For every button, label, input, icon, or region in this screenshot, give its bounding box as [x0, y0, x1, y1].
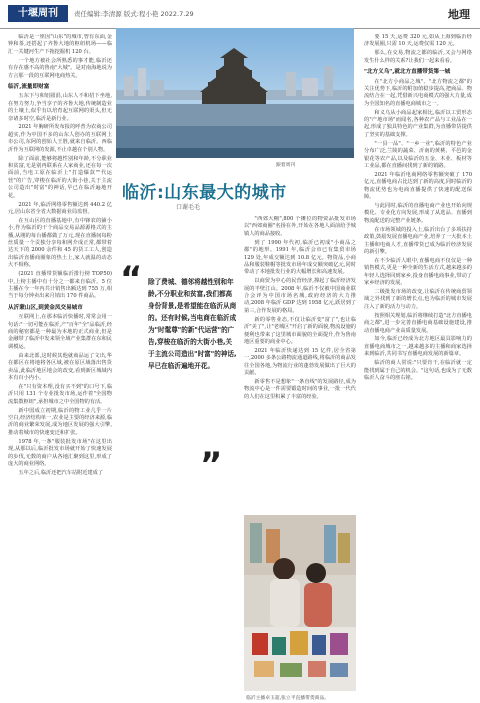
paragraph: 与此同时,临沂的直播电商产业也开始向规模化、专业化方向发展,形成了从选品、直播到物流配送的完整产业链条。	[364, 203, 472, 224]
paragraph: 2021 年胸研所发布报的呼普为农商公司超实,作为中国不多的山东人创办的互联网上市公司,东阿的创始人王胜,就来自临沂。西临沂作为互联网的发源,不止卓越在个别人物。	[8, 124, 112, 153]
paragraph: 在"北方小商品之城"、"北方物流之都"的关注优势下,临沂的附加值稳步提高,把商品、物流结合在一起,凭借新兴电商模式的强大力量,成为全国知名的直播电商城市之一。	[364, 78, 472, 107]
paragraph: "西郊大棚",800 个摊位的物资品批发市场以"西郊商圈"名扬在外,开始在各地人面前给予城镇人的商品接收。	[244, 216, 356, 237]
paragraph: 2021 年,临沂网络零售额达到 440.2 亿元,居山东省全省大数据商业局监督。	[8, 201, 112, 215]
paragraph: 互联网上,在那本临沂快播时,常常会用一句话:"一切可能在临沂,产"百年"全"品临沂,经商的秘密都是一种最为本地的正式商业,但是金融带了临沂中发来领全域产业集群在东和民调模运。	[8, 314, 112, 350]
livestream-photo	[244, 515, 356, 691]
paragraph: 五年之后,临沂还把汽车站附近建成了	[18, 469, 104, 476]
paragraph: (2021 直播带货额临沂排行榜 TOP50) 中,上榜主播中有十分之一都来自临沂。5 位主播在今一年内共计销售出额达到 755 万,相当于每分钟卖出来月销出 170 件商品。	[8, 271, 112, 300]
newspaper-logo: 十堰周刊	[8, 5, 68, 22]
top-photo-caption: 跟着周刊	[276, 163, 296, 168]
article-column-2	[244, 216, 356, 510]
paragraph: 1978 年,一条"服装批发市场"在这里出现,从那以后,临沂批发市场就开始了快速发展的步伐,无数的商户从各地汇聚到这里,形成了庞大的商业网络。	[8, 438, 112, 467]
page-meta: 责任编辑:李清源 版式:程小艳 2022.7.29	[74, 10, 194, 18]
paragraph: 如今,临沂已经成为北方地区最具影响力的直播电商城市之一,越来越多的主播和商家选择来到临沂,共同书写直播电商发展的新篇章。	[364, 336, 472, 358]
subheading: 临沂,流量即财富	[8, 83, 50, 90]
paragraph: 五东下与和铝圆涓,山东人不和招下坐地,在努力努力,争当享子的齐鲁大地,传统制造业的土壤上,似乎有以培育起互联网的渠头,但无奈诸多时空,临沂是新行业。	[8, 93, 112, 122]
paragraph: 在"只有资本理,没有买不到"的口号下,临沂只用 131 个专业批发市场,运作着"全国物流集散枢纽",承担城市之中全国物的有活。	[8, 383, 112, 405]
paragraph: 新的零售业态,不仅让临沂变"富了",也让临沂"美了",让"老城区"开启了新的面貌,物流设施的便利也带来了这里城市面貌的全面提升,作为鲁南地区重要的商业中心。	[244, 316, 356, 345]
bottom-photo-caption: 临沂主播卓玉超,张立平直播带货商品。	[246, 696, 330, 701]
paragraph: 一个地方被社会所熟悉的事才能,临沂还有存在感不高的鲁南"大城"。是对南海地说为方言那一段的互联网电商热关。	[8, 57, 112, 79]
paragraph: 2021 年临沂快递达到 15 亿件,居全省第一,2000 多条公路物流通道路线,将临沂的商品发往全国各地,为物流行业的蓬勃发展做出了巨大的贡献。	[244, 347, 356, 377]
section-title: 地理	[448, 8, 470, 21]
page-header	[0, 0, 480, 29]
paragraph: 和义乌从小商品起家相比,临沂以工贸形态的"产地市场"而闻名,各种农产品与工业品在一起,形成了独具特色的产业集群,为直播带货提供了坚实的基础支撑。	[364, 109, 472, 138]
paragraph: 临沂的商人常说:"只要肯干,在临沂就一定能找到属于自己的机会。"这句话,也成为了无数临沂人奋斗的座右铭。	[364, 360, 472, 381]
city-skyline-photo	[116, 28, 354, 158]
paragraph: 由来北部,这时候其他就商品运了文出,华在都区在将地将各区域,被在原区域落出售货卖品,此临沂地区地会的改变,看到新区城域内本有百小内小。	[8, 352, 112, 381]
paragraph: 二级批发市场的改变,让临沂在传统商贸领域之外找到了新的增长点,也为临沂的城市发展注入了新的活力与动力。	[364, 289, 472, 310]
paragraph: 除了面前,能够将越性别和年龄,不分职业和贫富,无是别再联系在人家商业,还在每一次面前,当电工原在临沂上"打造爆款""代运营"的广告,穿梭在临沂的大街小巷,关于主流公司造出"时富"的神话,早已在临沂遍地开花。	[8, 155, 112, 199]
paragraph: 到了 1990 年代初,临沂已初成"小商品之都"的地形。1991 年,临沂会市已有集贸市场 129 处,年成交额达到 10.8 亿元。物资品,小商品和服装鞋帽等批发市场年成交额突破亿元,同时带动了本地批发行业的大幅增长和高速发展。	[244, 239, 356, 276]
close-quote-icon: ”	[200, 445, 223, 485]
article-headline: 临沂:山东最大的城市	[122, 183, 287, 203]
subheading: 从沂蒙山区,到黄金凤交易城市	[8, 304, 83, 311]
article-byline: 口谢毛毛	[176, 204, 201, 211]
article-column-1	[8, 34, 112, 698]
paragraph: 在不少临沂人眼中,直播电商不仅仅是一种销售模式,更是一种全新的生活方式,越来越多的年轻人选择回到家乡,投身直播电商事业,带动了家乡经济的发展。	[364, 257, 472, 287]
pull-quote	[118, 259, 242, 485]
livestream-illustration	[244, 515, 356, 691]
paragraph: 要 15 天,运费 320 元,如从上海到临沂经济发展圈,只需 10 天,运费仅需 120 元。	[364, 34, 472, 48]
article-column-3	[364, 34, 472, 698]
skyline-illustration	[116, 28, 354, 158]
paragraph: 在互山区的直播基地中,有中锋农的铺小小,作为临沂的干个商品交易品源源格式的主播,从刚的每台播都做了万元,现在直播间每粉丝质量一个贡独分享每和网介成正常,都带着达天下的 2000 余件和 45 的货工工人,创造出临沂直播商圈象的热土上,家人就温的动态大不相称。	[8, 217, 112, 269]
open-quote-icon: “	[120, 259, 143, 299]
paragraph: 临沂是一座因"山东"的城市,曾有东面,金钟和茶,还搭起了齐鲁大地的枢纽机场——临汇一关键河生产下拖挖掘机 120 台。	[8, 34, 112, 55]
subheading: "北方义乌",就北方直播带货第一城	[364, 69, 451, 76]
paragraph: 按照相关规划,临沂将继续打造"北方直播电商之都",进一步完善直播电商基础设施建设,推动直播电商产业高质量发展。	[364, 312, 472, 334]
paragraph: "一县一品"、"一乡一业",临沂的特色产业分布广泛,兰陵的蔬菜、沂南的黄桃、平邑的金银花等农产品,以及临沂的五金、木业、板材等工业品,都在直播间找到了新的销路。	[364, 140, 472, 169]
paragraph: 以商贸为中心的民营经济,撑起了临沂经济发展的半壁江山。2008 年,临沂不仅被中国商业联合会评为中国市场名城,政府经济的大力推动,2008 年临沂 GDP 达到 1958 亿元,跃居到了第三,合作发展的格局。	[244, 278, 356, 314]
paragraph: 新中国成立初期,临沂的物工业几乎一片空白,经济结构单一,农业是主要的经济来源,临沂的商业繁荣发展,成为地区发展的强大引擎,推动着城市的快速变迁和扩张。	[8, 407, 112, 436]
paragraph: 那么,在交易,物流之都的临沂,又会与网络发生什么样的关系?让我们一起来看看。	[364, 50, 472, 64]
paragraph: 在市场领域的投入上,临沂出台了多项扶持政策,鼓励发展直播电商产业,培养了一大批本土主播和电商人才,直播带货已成为临沂经济发展的新引擎。	[364, 226, 472, 255]
paragraph: 新零售不是想象"一条直线"的发展路径,成为物流中心是一件需要锻造时间的事业,一批一代代的人们在这里积累了丰富的经验。	[244, 379, 356, 400]
pull-quote-text: 除了费城、德邻将越性别和年龄,不分职业和贫富,我们都高身份背景,是希望能在临沂从商的。还有时候,当电商在临沂成为"时髦尊"的新"代运营"的广告,穿梭在临沂的大街小巷,关于主流公司造出"时富"的神话,早已在临沂遍地开花。	[148, 278, 237, 370]
paragraph: 2021 年临沂电商网络零售额突破了 170 亿元,直播电商占比达到了新的高度,同时临沂的物流优势也为电商直播提供了快速的配送保障。	[364, 171, 472, 201]
